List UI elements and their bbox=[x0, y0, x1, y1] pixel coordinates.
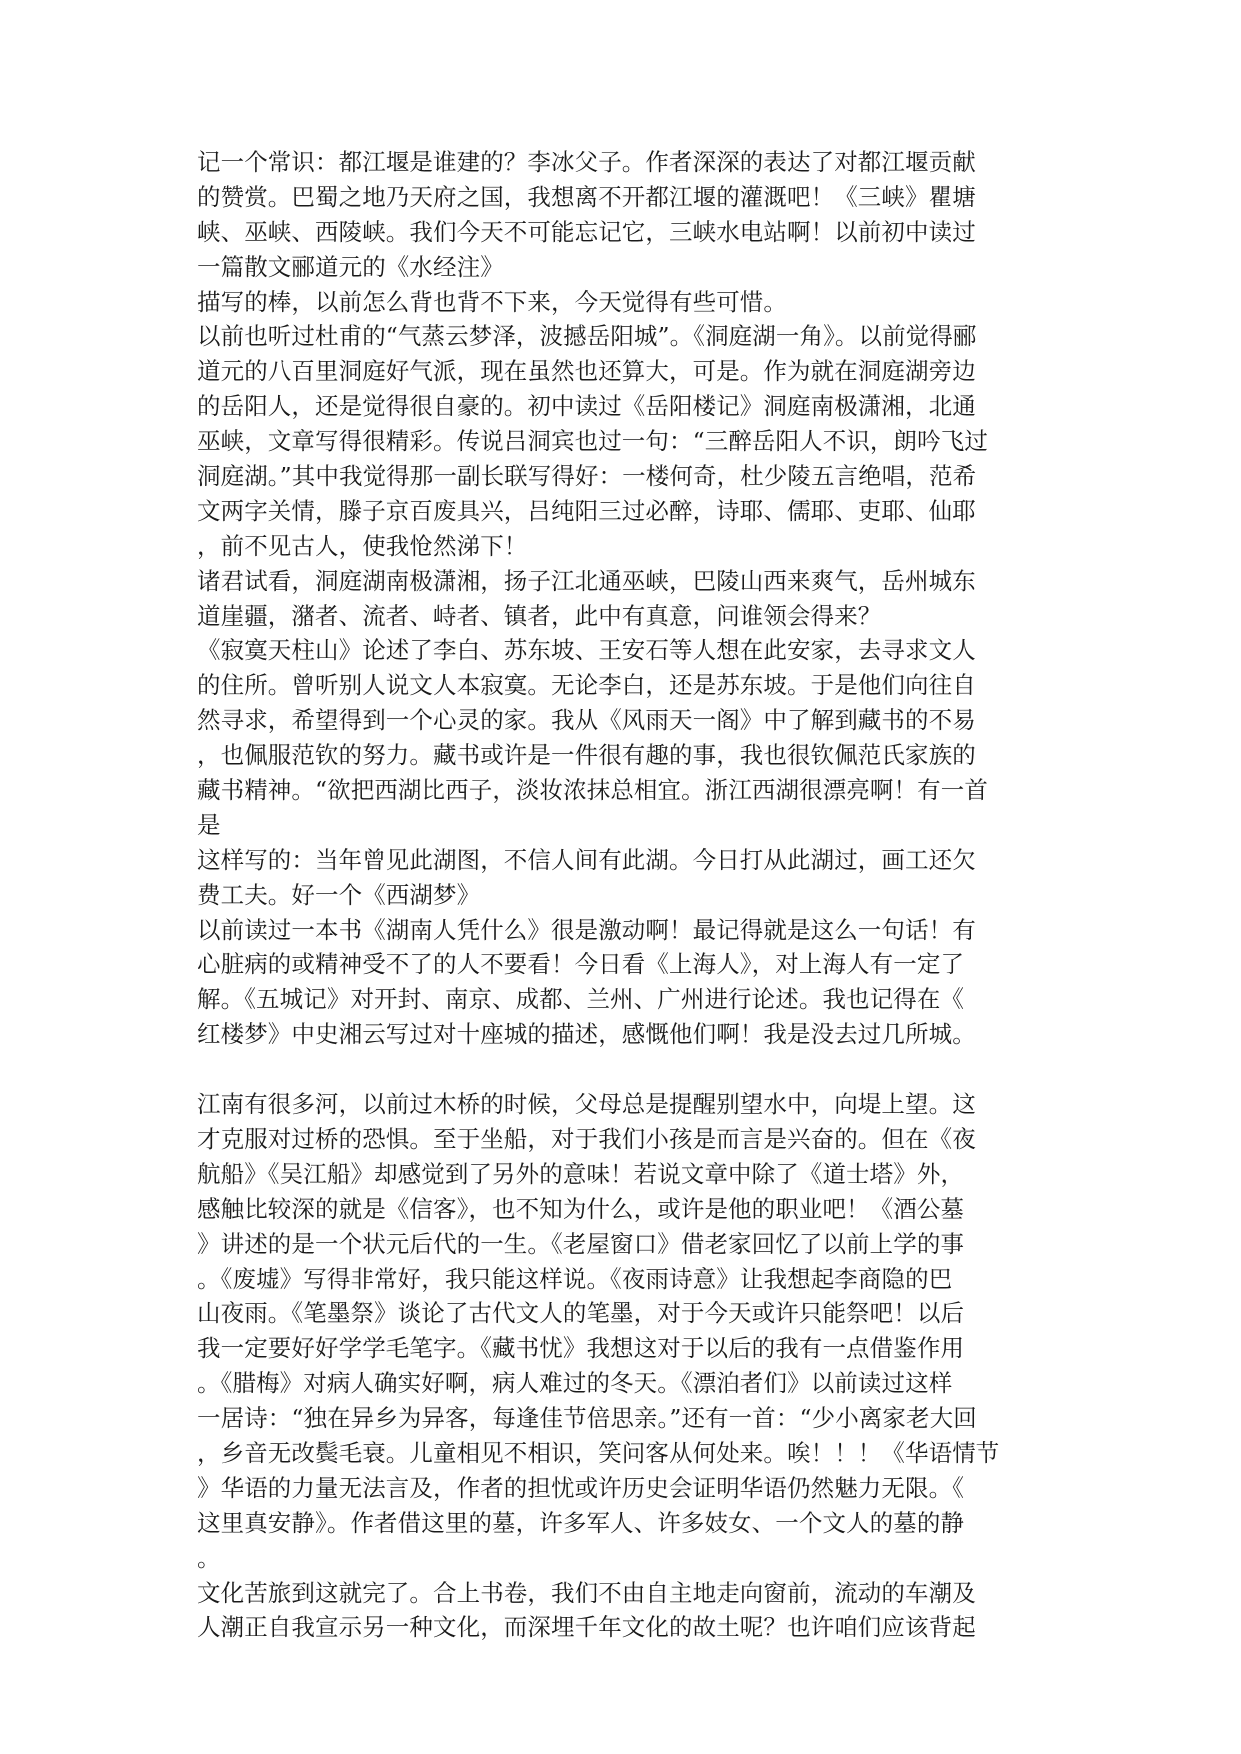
text-line: 的岳阳人，还是觉得很自豪的。初中读过《岳阳楼记》洞庭南极潇湘，北通 bbox=[197, 392, 976, 421]
text-line: 巫峡，文章写得很精彩。传说吕洞宾也过一句：“三醉岳阳人不识，朗吟飞过 bbox=[197, 427, 988, 456]
text-line: 这样写的：当年曾见此湖图，不信人间有此湖。今日打从此湖过，画工还欠 bbox=[197, 845, 976, 874]
text-line: 以前读过一本书《湖南人凭什么》很是激动啊！最记得就是这么一句话！有 bbox=[197, 915, 976, 944]
text-line: 《寂寞天柱山》论述了李白、苏东坡、王安石等人想在此安家，去寻求文人 bbox=[197, 636, 976, 665]
text-line: 感触比较深的就是《信客》，也不知为什么，或许是他的职业吧！《酒公墓 bbox=[197, 1194, 965, 1223]
text-line: ，前不见古人，使我怆然涕下！ bbox=[197, 531, 528, 560]
text-line: 。《废墟》写得非常好，我只能这样说。《夜雨诗意》让我想起李商隐的巴 bbox=[197, 1264, 953, 1293]
text-line: 航船》《吴江船》却感觉到了另外的意味！若说文章中除了《道士塔》外， bbox=[197, 1159, 965, 1188]
text-line: 的住所。曾听别人说文人本寂寞。无论李白，还是苏东坡。于是他们向往自 bbox=[197, 671, 976, 700]
text-line: 费工夫。好一个《西湖梦》 bbox=[197, 880, 481, 909]
text-line: 藏书精神。“欲把西湖比西子，淡妆浓抹总相宜。浙江西湖很漂亮啊！有一首 bbox=[197, 776, 988, 805]
text-line: 然寻求，希望得到一个心灵的家。我从《风雨天一阁》中了解到藏书的不易 bbox=[197, 706, 976, 735]
text-line: 的赞赏。巴蜀之地乃天府之国，我想离不开都江堰的灌溉吧！《三峡》瞿塘 bbox=[197, 182, 976, 211]
text-line: ，也佩服范钦的努力。藏书或许是一件很有趣的事，我也很钦佩范氏家族的 bbox=[197, 741, 976, 770]
text-line: 一居诗：“独在异乡为异客，每逢佳节倍思亲。”还有一首：“少小离家老大回 bbox=[197, 1404, 977, 1433]
text-line: 。 bbox=[197, 1543, 221, 1572]
text-line: 以前也听过杜甫的“气蒸云梦泽，波撼岳阳城”。《洞庭湖一角》。以前觉得郦 bbox=[197, 322, 977, 351]
text-line: 诸君试看，洞庭湖南极潇湘，扬子江北通巫峡，巴陵山西来爽气，岳州城东 bbox=[197, 566, 976, 595]
text-line: 才克服对过桥的恐惧。至于坐船，对于我们小孩是而言是兴奋的。但在《夜 bbox=[197, 1124, 976, 1153]
paragraph-break bbox=[197, 1052, 1057, 1087]
text-line: 峡、巫峡、西陵峡。我们今天不可能忘记它，三峡水电站啊！以前初中读过 bbox=[197, 217, 976, 246]
text-line: 红楼梦》中史湘云写过对十座城的描述，感慨他们啊！我是没去过几所城。 bbox=[197, 1020, 976, 1049]
text-line: 一篇散文郦道元的《水经注》 bbox=[197, 252, 504, 281]
text-line: 这里真安静》。作者借这里的墓，许多军人、许多妓女、一个文人的墓的静 bbox=[197, 1508, 965, 1537]
text-line: 记一个常识：都江堰是谁建的？李冰父子。作者深深的表达了对都江堰贡献 bbox=[197, 148, 976, 176]
text-line: 》华语的力量无法言及，作者的担忧或许历史会证明华语仍然魅力无限。《 bbox=[197, 1473, 965, 1502]
document-page bbox=[197, 145, 1057, 1645]
text-line: 山夜雨。《笔墨祭》谈论了古代文人的笔墨，对于今天或许只能祭吧！以后 bbox=[197, 1299, 965, 1328]
text-line: 是 bbox=[197, 810, 221, 839]
text-line: ，乡音无改鬓毛衰。儿童相见不相识，笑问客从何处来。唉！！！《华语情节 bbox=[197, 1438, 1000, 1467]
text-line: 江南有很多河，以前过木桥的时候，父母总是提醒别望水中，向堤上望。这 bbox=[197, 1090, 976, 1119]
text-line: 心脏病的或精神受不了的人不要看！今日看《上海人》，对上海人有一定了 bbox=[197, 950, 965, 979]
text-line: 》讲述的是一个状元后代的一生。《老屋窗口》借老家回忆了以前上学的事 bbox=[197, 1229, 965, 1258]
text-line: 道崖疆，潴者、流者、峙者、镇者，此中有真意，问谁领会得来？ bbox=[197, 601, 882, 630]
text-line: 人潮正自我宣示另一种文化，而深埋千年文化的故土呢？也许咱们应该背起 bbox=[197, 1613, 976, 1642]
text-line: 解。《五城记》对开封、南京、成都、兰州、广州进行论述。我也记得在《 bbox=[197, 985, 965, 1014]
text-line: 描写的棒，以前怎么背也背不下来，今天觉得有些可惜。 bbox=[197, 287, 787, 316]
text-line: 文两字关情，滕子京百废具兴，吕纯阳三过必醉，诗耶、儒耶、吏耶、仙耶 bbox=[197, 496, 976, 525]
text-line: 文化苦旅到这就完了。合上书卷，我们不由自主地走向窗前，流动的车潮及 bbox=[197, 1578, 976, 1607]
text-line: 洞庭湖。”其中我觉得那一副长联写得好：一楼何奇，杜少陵五言绝唱，范希 bbox=[197, 462, 977, 491]
text-line: 道元的八百里洞庭好气派，现在虽然也还算大，可是。作为就在洞庭湖旁边 bbox=[197, 357, 976, 386]
text-line: 。《腊梅》对病人确实好啊，病人难过的冬天。《漂泊者们》以前读过这样 bbox=[197, 1369, 953, 1398]
text-line: 我一定要好好学学毛笔字。《藏书忧》我想这对于以后的我有一点借鉴作用 bbox=[197, 1334, 965, 1363]
